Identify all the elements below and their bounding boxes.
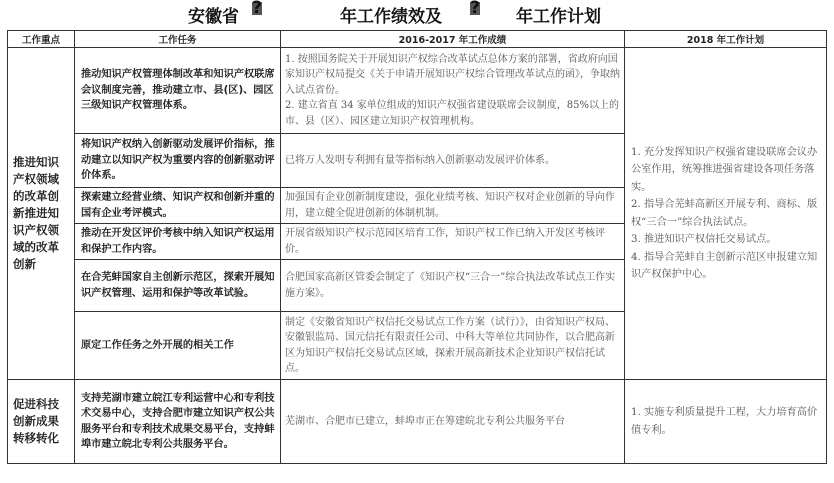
missing-glyph-icon: ?	[470, 0, 480, 18]
task-cell: 支持芜湖市建立皖江专利运营中心和专利技术交易中心，支持合肥市建立知识产权公共服务平台和专利技术成果交易平台，支持蚌埠市建立皖北专利公共服务平台。	[75, 380, 281, 464]
header-achievement: 2016-2017 年工作成绩	[281, 31, 625, 48]
focus-cell-reform: 推进知识产权领域的改革创新推进知识产权领域的改革创新	[8, 48, 75, 380]
header-focus: 工作重点	[8, 31, 75, 48]
table-row	[8, 48, 827, 134]
achievement-cell: 加强国有企业创新制度建设，强化业绩考核、知识产权对企业创新的导向作用，建立健全促进创新的体制机制。	[281, 188, 625, 224]
achievement-cell: 制定《安徽省知识产权信托交易试点工作方案（试行）》，由省知识产权局、安徽银监局、国元信托有限责任公司、中科大等单位共同协作，以合肥高新区为知识产权信托交易试点区域，探索开展高新技术企业知识产权信托试点。	[281, 312, 625, 380]
header-plan: 2018 年工作计划	[625, 31, 827, 48]
table-header-row	[8, 31, 827, 48]
plan-item: 4. 指导合芜蚌自主创新示范区申报建立知识产权保护中心。	[631, 251, 818, 280]
achievement-item: 2. 建立省直 34 家单位组成的知识产权强省建设联席会议制度，85%以上的市、县（区）、园区建立知识产权管理机构。	[285, 100, 620, 127]
achievement-cell: 已将万人发明专利拥有量等指标纳入创新驱动发展评价体系。	[281, 134, 625, 188]
title-part-plan: 年工作计划	[516, 7, 601, 27]
task-cell: 探索建立经营业绩、知识产权和创新并重的国有企业考评模式。	[75, 188, 281, 224]
task-cell: 原定工作任务之外开展的相关工作	[75, 312, 281, 380]
work-plan-table	[7, 30, 827, 464]
achievement-item: 1. 按照国务院关于开展知识产权综合改革试点总体方案的部署，省政府向国家知识产权局提交《关于申请开展知识产权综合管理改革试点的函》，争取纳入试点省份。	[285, 53, 620, 96]
header-task: 工作任务	[75, 31, 281, 48]
task-cell: 在合芜蚌国家自主创新示范区，探索开展知识产权管理、运用和保护等改革试验。	[75, 260, 281, 312]
achievement-cell: 芜湖市、合肥市已建立，蚌埠市正在筹建皖北专利公共服务平台	[281, 380, 625, 464]
plan-item: 3. 推进知识产权信托交易试点。	[631, 234, 777, 245]
achievement-cell: 合肥国家高新区管委会制定了《知识产权“三合一”综合执法改革试点工作实施方案》。	[281, 260, 625, 312]
document-title	[0, 0, 834, 28]
plan-item: 1. 充分发挥知识产权强省建设联席会议办公室作用，统筹推进强省建设各项任务落实。	[631, 146, 818, 193]
task-cell: 将知识产权纳入创新驱动发展评价指标，推动建立以知识产权为重要内容的创新驱动评价体系。	[75, 134, 281, 188]
achievement-cell	[281, 48, 625, 134]
table-row	[8, 380, 827, 464]
plan-cell-transfer: 1. 实施专利质量提升工程，大力培育高价值专利。	[625, 380, 827, 464]
plan-cell-reform	[625, 48, 827, 380]
focus-cell-transfer: 促进科技创新成果转移转化	[8, 380, 75, 464]
title-part-performance: 年工作绩效及	[340, 7, 442, 27]
title-part-province: 安徽省	[188, 7, 239, 27]
plan-item: 2. 指导合芜蚌高新区开展专利、商标、版权“三合一”综合执法试点。	[631, 199, 818, 228]
task-cell: 推动在开发区评价考核中纳入知识产权运用和保护工作内容。	[75, 224, 281, 260]
achievement-cell: 开展省级知识产权示范园区培育工作，知识产权工作已纳入开发区考核评价。	[281, 224, 625, 260]
missing-glyph-icon: ?	[252, 0, 262, 18]
task-cell: 推动知识产权管理体制改革和知识产权联席会议制度完善，推动建立市、县(区)、园区三级知识产权管理体系。	[75, 48, 281, 134]
